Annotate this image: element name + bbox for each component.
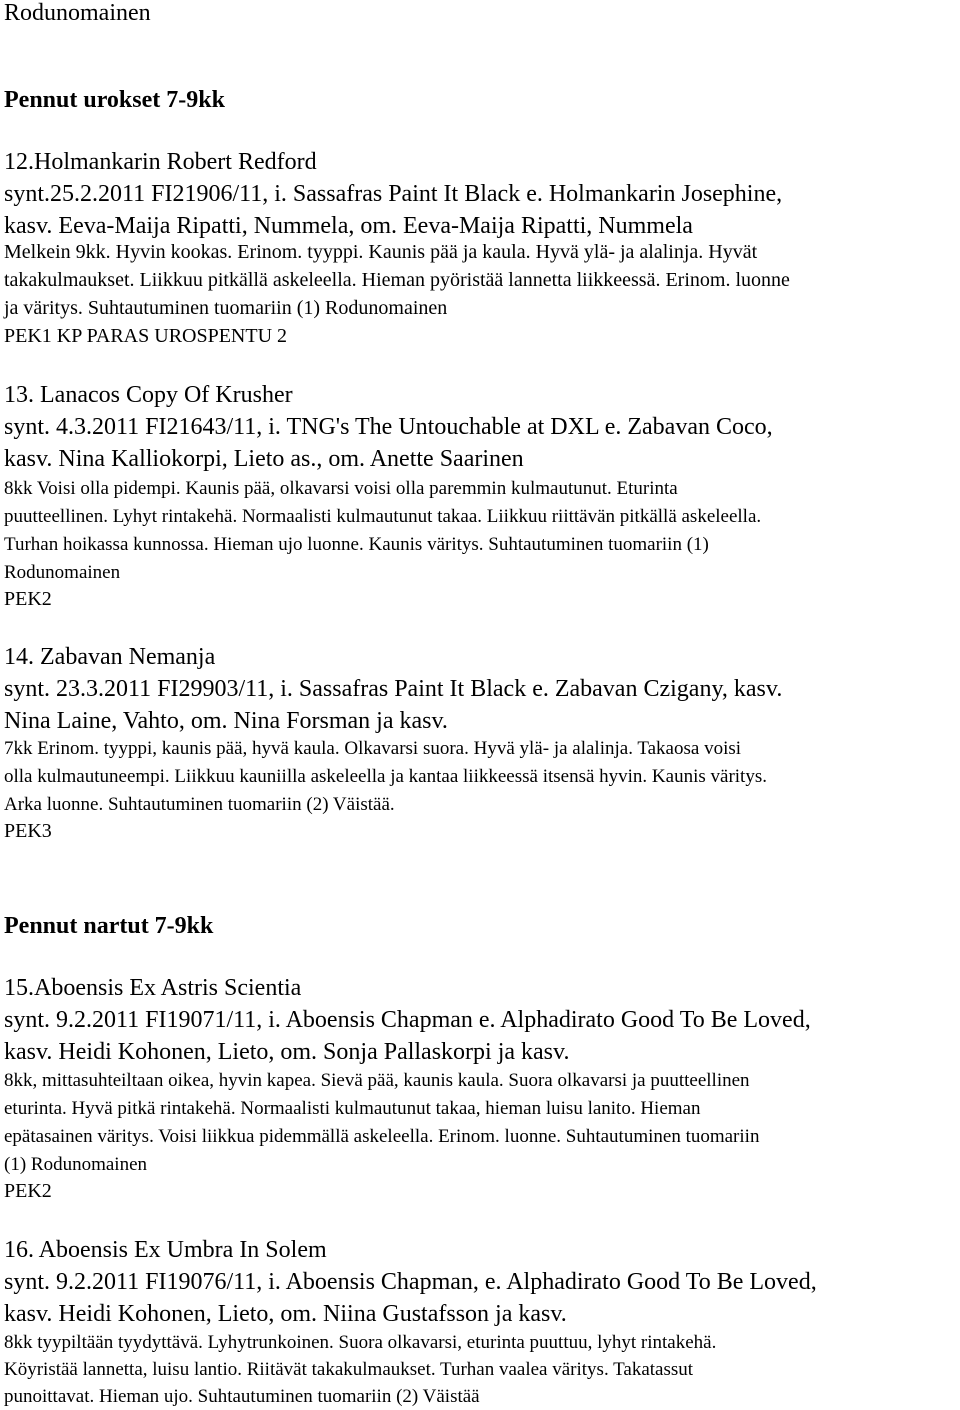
entry-15-title: 15.Aboensis Ex Astris Scientia xyxy=(4,975,302,1001)
entry-13-title: 13. Lanacos Copy Of Krusher xyxy=(4,382,293,408)
entry-12-title: 12.Holmankarin Robert Redford xyxy=(4,149,317,175)
entry-12-birth: synt.25.2.2011 FI21906/11, i. Sassafras Paint It Black e. Holmankarin Josephine, xyxy=(4,181,783,207)
entry-16-title: 16. Aboensis Ex Umbra In Solem xyxy=(4,1237,327,1263)
entry-15-breeder: kasv. Heidi Kohonen, Lieto, om. Sonja Pallaskorpi ja kasv. xyxy=(4,1039,570,1065)
section-heading-males: Pennut urokset 7-9kk xyxy=(4,87,225,113)
entry-13-critique-3: Turhan hoikassa kunnossa. Hieman ujo luonne. Kaunis väritys. Suhtautuminen tuomariin (1) xyxy=(4,534,709,555)
entry-12-result: PEK1 KP PARAS UROSPENTU 2 xyxy=(4,325,288,347)
entry-14-title: 14. Zabavan Nemanja xyxy=(4,644,216,670)
entry-13-breeder: kasv. Nina Kalliokorpi, Lieto as., om. Anette Saarinen xyxy=(4,446,524,472)
entry-15-birth: synt. 9.2.2011 FI19071/11, i. Aboensis Chapman e. Alphadirato Good To Be Loved, xyxy=(4,1007,811,1033)
entry-16-critique-1: 8kk tyypiltään tyydyttävä. Lyhytrunkoinen. Suora olkavarsi, eturinta puuttuu, lyhyt rintakehä. xyxy=(4,1332,717,1353)
entry-14-critique-3: Arka luonne. Suhtautuminen tuomariin (2) Väistää. xyxy=(4,794,395,815)
entry-15-critique-4: (1) Rodunomainen xyxy=(4,1154,148,1175)
entry-13-critique-2: puutteellinen. Lyhyt rintakehä. Normaalisti kulmautunut takaa. Liikkuu riittävän pitkällä askeleella. xyxy=(4,506,762,527)
entry-16-critique-2: Köyristää lannetta, luisu lantio. Riitävät takakulmaukset. Turhan vaalea väritys. Takatassut xyxy=(4,1359,694,1380)
entry-16-birth: synt. 9.2.2011 FI19076/11, i. Aboensis Chapman, e. Alphadirato Good To Be Loved, xyxy=(4,1269,817,1295)
entry-13-critique-4: Rodunomainen xyxy=(4,562,121,583)
entry-15-critique-2: eturinta. Hyvä pitkä rintakehä. Normaalisti kulmautunut takaa, hieman luisu lanito. Hieman xyxy=(4,1098,701,1119)
entry-15-critique-1: 8kk, mittasuhteiltaan oikea, hyvin kapea. Sievä pää, kaunis kaula. Suora olkavarsi ja puutteellinen xyxy=(4,1070,750,1091)
entry-15-result: PEK2 xyxy=(4,1180,52,1202)
entry-16-breeder: kasv. Heidi Kohonen, Lieto, om. Niina Gustafsson ja kasv. xyxy=(4,1301,567,1327)
entry-14-result: PEK3 xyxy=(4,820,52,842)
entry-14-critique-1: 7kk Erinom. tyyppi, kaunis pää, hyvä kaula. Olkavarsi suora. Hyvä ylä- ja alalinja. Takaosa voisi xyxy=(4,738,742,759)
entry-16-critique-3: punoittavat. Hieman ujo. Suhtautuminen tuomariin (2) Väistää xyxy=(4,1386,480,1407)
entry-13-critique-1: 8kk Voisi olla pidempi. Kaunis pää, olkavarsi voisi olla paremmin kulmautunut. Eturinta xyxy=(4,478,678,499)
section-heading-females: Pennut nartut 7-9kk xyxy=(4,913,214,939)
entry-13-birth: synt. 4.3.2011 FI21643/11, i. TNG's The Untouchable at DXL e. Zabavan Coco, xyxy=(4,414,773,440)
entry-14-critique-2: olla kulmautuneempi. Liikkuu kauniilla askeleella ja kantaa liikkeessä itsensä hyvin. Kaunis väritys. xyxy=(4,766,767,787)
entry-14-breeder: Nina Laine, Vahto, om. Nina Forsman ja kasv. xyxy=(4,708,448,734)
entry-12-critique-1: Melkein 9kk. Hyvin kookas. Erinom. tyyppi. Kaunis pää ja kaula. Hyvä ylä- ja alalinja. Hyvät xyxy=(4,241,758,263)
entry-14-birth: synt. 23.3.2011 FI29903/11, i. Sassafras Paint It Black e. Zabavan Czigany, kasv. xyxy=(4,676,783,702)
entry-13-result: PEK2 xyxy=(4,588,52,610)
entry-15-critique-3: epätasainen väritys. Voisi liikkua pidemmällä askeleella. Erinom. luonne. Suhtautuminen tuomariin xyxy=(4,1126,760,1147)
entry-12-critique-2: takakulmaukset. Liikkuu pitkällä askeleella. Hieman pyöristää lannetta liikkeessä. Erinom. luonne xyxy=(4,269,790,291)
entry-12-critique-3: ja väritys. Suhtautuminen tuomariin (1) Rodunomainen xyxy=(4,297,448,319)
top-label: Rodunomainen xyxy=(4,0,151,26)
entry-12-breeder: kasv. Eeva-Maija Ripatti, Nummela, om. Eeva-Maija Ripatti, Nummela xyxy=(4,213,693,239)
